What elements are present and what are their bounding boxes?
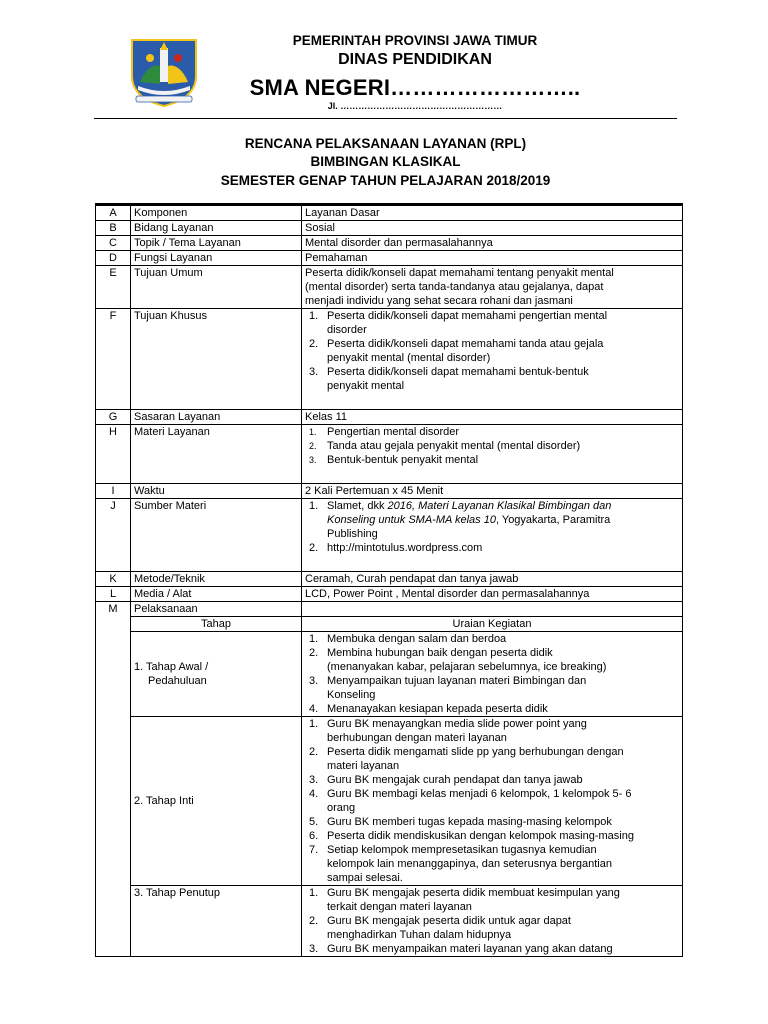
item-number: 2. bbox=[309, 746, 319, 758]
row-value: Layanan Dasar bbox=[302, 205, 683, 221]
list-item: 2. http://mintotulus.wordpress.com bbox=[309, 542, 483, 554]
text-line: Guru BK mengajak curah pendapat dan tanya jawab bbox=[327, 774, 583, 786]
list-item bbox=[305, 815, 679, 829]
row-code: E bbox=[96, 266, 131, 309]
row-code: B bbox=[96, 221, 131, 236]
row-label: Komponen bbox=[131, 205, 302, 221]
text-line: sampai selesai. bbox=[327, 872, 403, 884]
item-number: 5. bbox=[309, 816, 319, 828]
text-line: menjadi individu yang sehat secara rohani dan jasmani bbox=[305, 295, 573, 307]
text-line: orang bbox=[327, 802, 356, 814]
item-number: 4. bbox=[309, 703, 319, 715]
table-header-row bbox=[96, 617, 683, 632]
item-number: 1. bbox=[309, 718, 319, 730]
list-item bbox=[305, 886, 679, 914]
stage-activities bbox=[302, 886, 683, 957]
header-school-name: SMA NEGERI…………………….. bbox=[249, 75, 581, 100]
row-value: LCD, Power Point , Mental disorder dan permasalahannya bbox=[302, 587, 683, 602]
text-line: Guru BK menyampaikan materi layanan yang akan datang bbox=[327, 943, 613, 955]
row-value bbox=[302, 499, 683, 572]
item-number: 1. bbox=[309, 887, 319, 899]
row-code: A bbox=[96, 205, 131, 221]
activity-list bbox=[305, 886, 679, 956]
item-number: 1. bbox=[309, 633, 319, 645]
item-number: 4. bbox=[309, 788, 319, 800]
list-item bbox=[305, 773, 679, 787]
list-item bbox=[305, 914, 679, 942]
row-value: Mental disorder dan permasalahannya bbox=[302, 236, 683, 251]
row-value: 2 Kali Pertemuan x 45 Menit bbox=[302, 484, 683, 499]
text-line: Guru BK mengajak peserta didik untuk agar dapat bbox=[327, 915, 571, 927]
text-line: kelompok lain menanggapinya, dan seterusnya bergantian bbox=[327, 858, 612, 870]
col-header-uraian: Uraian Kegiatan bbox=[302, 617, 683, 632]
text-line: Menanayakan kesiapan kepada peserta didik bbox=[327, 703, 548, 715]
objective-list bbox=[305, 309, 679, 393]
list-item: 2. Peserta didik/konseli dapat memahami tanda atau gejala penyakit mental (mental disorder) bbox=[309, 338, 604, 364]
text-line: Guru BK mengajak peserta didik membuat kesimpulan yang bbox=[327, 887, 620, 899]
list-item bbox=[305, 702, 679, 716]
item-number: 3. bbox=[309, 675, 319, 687]
table-row bbox=[96, 410, 683, 425]
table-row bbox=[96, 632, 683, 717]
table-row bbox=[96, 236, 683, 251]
text-line: (mental disorder) serta tanda-tandanya atau gejalanya, dapat bbox=[305, 281, 604, 293]
item-number: 3. bbox=[309, 943, 319, 955]
table-row bbox=[96, 572, 683, 587]
table-row bbox=[96, 425, 683, 484]
header-address: Jl. ……………………………………………… bbox=[327, 101, 503, 111]
row-code: D bbox=[96, 251, 131, 266]
row-code: F bbox=[96, 309, 131, 410]
row-value bbox=[302, 309, 683, 410]
stage-label: 3. Tahap Penutup bbox=[131, 886, 302, 957]
row-label: Topik / Tema Layanan bbox=[131, 236, 302, 251]
row-code: G bbox=[96, 410, 131, 425]
list-item: 1. Slamet, dkk 2016, Materi Layanan Klasikal Bimbingan dan Konseling untuk SMA-MA kelas 10, Yogyakarta, Paramitra Publishing bbox=[309, 500, 612, 540]
list-item: 2. Tanda atau gejala penyakit mental (mental disorder) bbox=[309, 440, 581, 452]
row-code: K bbox=[96, 572, 131, 587]
source-link[interactable]: http://mintotulus.wordpress.com bbox=[327, 542, 483, 554]
row-label: Pelaksanaan bbox=[131, 602, 302, 617]
header-divider bbox=[94, 118, 677, 119]
table-row bbox=[96, 221, 683, 236]
text-line: Peserta didik/konseli dapat memahami tentang penyakit mental bbox=[305, 267, 614, 279]
row-label: Tujuan Khusus bbox=[131, 309, 302, 410]
list-item bbox=[305, 843, 679, 885]
list-item bbox=[305, 646, 679, 674]
row-label: Waktu bbox=[131, 484, 302, 499]
table-row bbox=[96, 251, 683, 266]
row-value bbox=[302, 425, 683, 484]
row-label: Tujuan Umum bbox=[131, 266, 302, 309]
list-item bbox=[305, 787, 679, 815]
row-value: Pemahaman bbox=[302, 251, 683, 266]
stage-label: 1. Tahap Awal / Pedahuluan bbox=[131, 632, 302, 717]
row-value: Sosial bbox=[302, 221, 683, 236]
activity-list bbox=[305, 717, 679, 885]
table-row bbox=[96, 587, 683, 602]
table-row bbox=[96, 205, 683, 221]
stage-label: 2. Tahap Inti bbox=[131, 717, 302, 886]
row-code: C bbox=[96, 236, 131, 251]
doc-title: RENCANA PELAKSANAAN LAYANAN (RPL) bbox=[244, 136, 527, 151]
row-value: Kelas 11 bbox=[302, 410, 683, 425]
text-line: menghadirkan Tuhan dalam hidupnya bbox=[327, 929, 512, 941]
row-label: Bidang Layanan bbox=[131, 221, 302, 236]
table-row bbox=[96, 602, 683, 617]
list-item bbox=[305, 829, 679, 843]
activity-list bbox=[305, 632, 679, 716]
list-item: 3. Peserta didik/konseli dapat memahami bentuk-bentuk penyakit mental bbox=[309, 366, 589, 392]
row-code: J bbox=[96, 499, 131, 572]
row-code: M bbox=[96, 602, 131, 957]
row-value bbox=[302, 266, 683, 309]
table-row bbox=[96, 886, 683, 957]
list-item: 1. Pengertian mental disorder bbox=[309, 426, 460, 438]
item-number: 7. bbox=[309, 844, 319, 856]
list-item: 1. Peserta didik/konseli dapat memahami pengertian mental disorder bbox=[309, 310, 608, 336]
text-line: berhubungan dengan materi layanan bbox=[327, 732, 507, 744]
text-line: Membuka dengan salam dan berdoa bbox=[327, 633, 507, 645]
province-emblem-logo bbox=[126, 36, 202, 108]
row-label: Media / Alat bbox=[131, 587, 302, 602]
list-item bbox=[305, 745, 679, 773]
table-row bbox=[96, 266, 683, 309]
list-item bbox=[305, 632, 679, 646]
item-number: 3. bbox=[309, 774, 319, 786]
text-line: Guru BK membagi kelas menjadi 6 kelompok, 1 kelompok 5- 6 bbox=[327, 788, 632, 800]
source-list bbox=[305, 499, 679, 555]
text-line: Guru BK memberi tugas kepada masing-masing kelompok bbox=[327, 816, 612, 828]
row-label: Materi Layanan bbox=[131, 425, 302, 484]
table-row bbox=[96, 499, 683, 572]
row-value bbox=[302, 602, 683, 617]
text-line: Peserta didik mendiskusikan dengan kelompok masing-masing bbox=[327, 830, 634, 842]
row-code: L bbox=[96, 587, 131, 602]
col-header-tahap: Tahap bbox=[131, 617, 302, 632]
text-line: Konseling bbox=[327, 689, 376, 701]
header-department: DINAS PENDIDIKAN bbox=[338, 51, 492, 68]
list-item bbox=[305, 717, 679, 745]
table-row bbox=[96, 484, 683, 499]
row-label: Metode/Teknik bbox=[131, 572, 302, 587]
text-line: Peserta didik mengamati slide pp yang berhubungan dengan bbox=[327, 746, 624, 758]
material-list bbox=[305, 425, 679, 467]
row-code: I bbox=[96, 484, 131, 499]
text-line: terkait dengan materi layanan bbox=[327, 901, 472, 913]
list-item bbox=[305, 942, 679, 956]
item-number: 2. bbox=[309, 647, 319, 659]
table-row bbox=[96, 309, 683, 410]
stage-activities bbox=[302, 717, 683, 886]
row-code: H bbox=[96, 425, 131, 484]
rpl-table bbox=[95, 203, 683, 957]
text-line: (menanyakan kabar, pelajaran sebelumnya, ice breaking) bbox=[327, 661, 607, 673]
row-label: Sasaran Layanan bbox=[131, 410, 302, 425]
list-item bbox=[305, 674, 679, 702]
header-government: PEMERINTAH PROVINSI JAWA TIMUR bbox=[292, 33, 538, 48]
item-number: 2. bbox=[309, 915, 319, 927]
table-row bbox=[96, 717, 683, 886]
stage-activities bbox=[302, 632, 683, 717]
list-item: 3. Bentuk-bentuk penyakit mental bbox=[309, 454, 479, 466]
text-line: Setiap kelompok mempresetasikan tugasnya kemudian bbox=[327, 844, 597, 856]
text-line: Membina hubungan baik dengan peserta didik bbox=[327, 647, 553, 659]
row-value: Ceramah, Curah pendapat dan tanya jawab bbox=[302, 572, 683, 587]
row-label: Fungsi Layanan bbox=[131, 251, 302, 266]
doc-subtitle: BIMBINGAN KLASIKAL bbox=[310, 154, 461, 169]
text-line: Menyampaikan tujuan layanan materi Bimbingan dan bbox=[327, 675, 587, 687]
doc-semester: SEMESTER GENAP TAHUN PELAJARAN 2018/2019 bbox=[220, 173, 551, 188]
row-label: Sumber Materi bbox=[131, 499, 302, 572]
item-number: 6. bbox=[309, 830, 319, 842]
text-line: materi layanan bbox=[327, 760, 400, 772]
text-line: Guru BK menayangkan media slide power point yang bbox=[327, 718, 587, 730]
